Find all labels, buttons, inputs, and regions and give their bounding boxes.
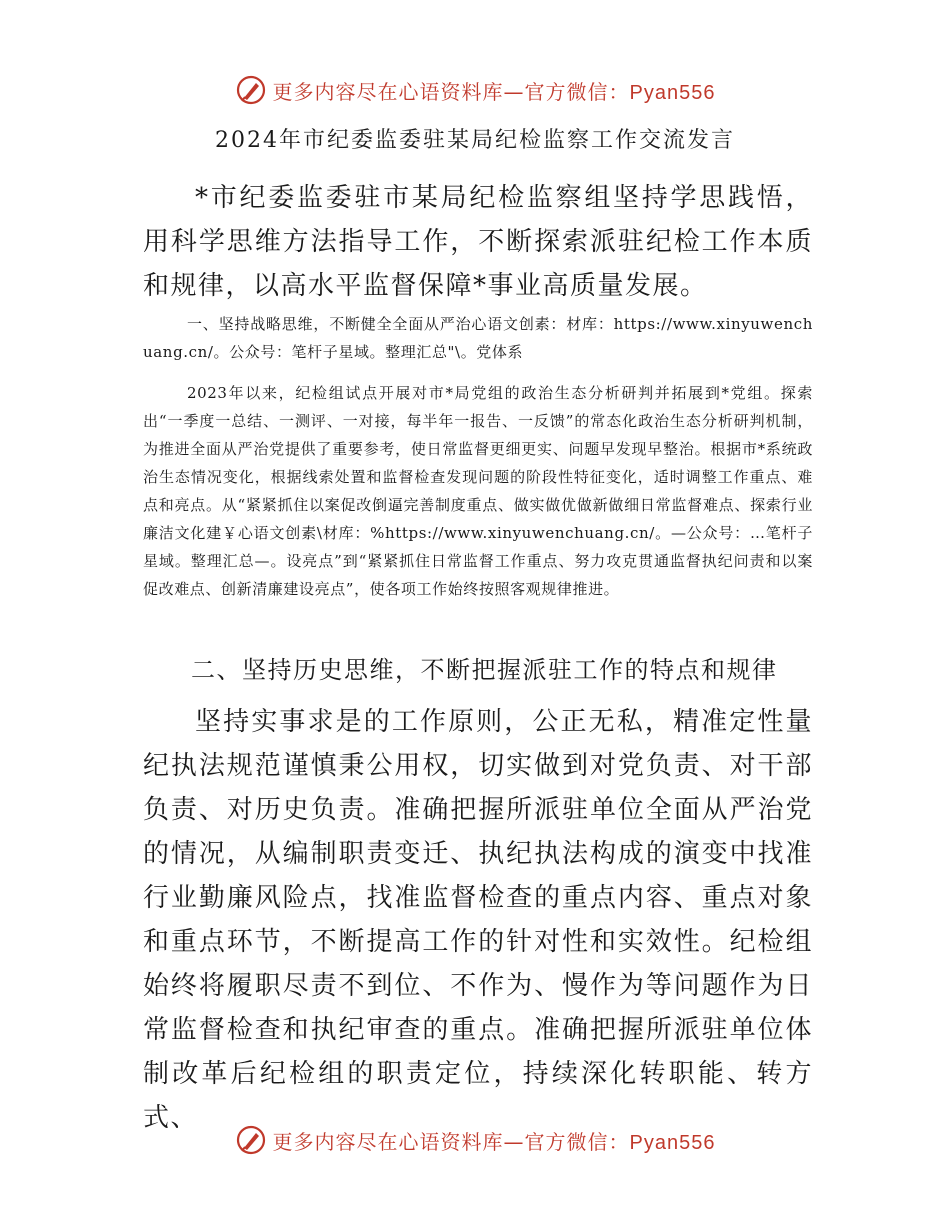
quill-logo-icon — [235, 74, 267, 106]
watermark-handle: Pyan556 — [629, 1131, 716, 1154]
watermark-text — [273, 76, 716, 105]
watermark-text — [273, 1126, 716, 1155]
watermark-slogan: 更多内容尽在心语资料库 — [272, 79, 504, 104]
section1-heading: 一、坚持战略思维，不断健全全面从严治心语文创素：材库：https://www.xinyuwenchuang.cn/。公众号：笔杆子星域。整理汇总"\。党体系 — [143, 315, 813, 361]
section2-body: 坚持实事求是的工作原则，公正无私，精准定性量纪执法规范谨慎秉公用权，切实做到对党负责、对干部负责、对历史负责。准确把握所派驻单位全面从严治党的情况，从编制职责变迁、执纪执法构成的演变中找准行业勤廉风险点，找准监督检查的重点内容、重点对象和重点环节，不断提高工作的针对性和实效性。纪检组始终将履职尽责不到位、不作为、慢作为等问题作为日常监督检查和执纪审查的重点。准确把握所派驻单位体制改革后纪检组的职责定位，持续深化转职能、转方式、 — [143, 707, 813, 1133]
watermark-handle: Pyan556 — [629, 81, 716, 104]
watermark-dash: — — [503, 79, 525, 104]
footer-watermark-banner — [0, 1120, 950, 1160]
watermark-contact-label: 官方微信： — [524, 79, 630, 104]
section2-heading: 二、坚持历史思维，不断把握派驻工作的特点和规律 — [191, 656, 778, 684]
document-title: 2024年市纪委监委驻某局纪检监察工作交流发言 — [215, 128, 735, 153]
watermark-contact-label: 官方微信： — [524, 1129, 630, 1154]
watermark-dash: — — [503, 1129, 525, 1154]
section1-body: 2023年以来，纪检组试点开展对市*局党组的政治生态分析研判并拓展到*党组。探索出“一季度一总结、一测评、一对接，每半年一报告、一反馈”的常态化政治生态分析研判机制，为推进全面从严治党提供了重要参考，使日常监督更细更实、问题早发现早整治。根据市*系统政治生态情况变化，根据线索处置和监督检查发现问题的阶段性特征变化，适时调整工作重点、难点和亮点。从“紧紧抓住以案促改倒逼完善制度重点、做实做优做新做细日常监督难点、探索行业廉洁文化建￥心语文创素\材库：%https://www.xinyuwenchuang.cn/。—公众号：…笔杆子星域。整理汇总—。设亮点”到“紧紧抓住日常监督工作重点、努力攻克贯通监督执纪问责和以案促改难点、创新清廉建设亮点”，使各项工作始终按照客观规律推进。 — [143, 384, 813, 598]
quill-logo-icon — [235, 1124, 267, 1156]
watermark-slogan: 更多内容尽在心语资料库 — [272, 1129, 504, 1154]
header-watermark-banner — [0, 70, 950, 110]
intro-paragraph: *市纪委监委驻市某局纪检监察组坚持学思践悟，用科学思维方法指导工作，不断探索派驻纪检工作本质和规律，以高水平监督保障*事业高质量发展。 — [143, 183, 813, 301]
